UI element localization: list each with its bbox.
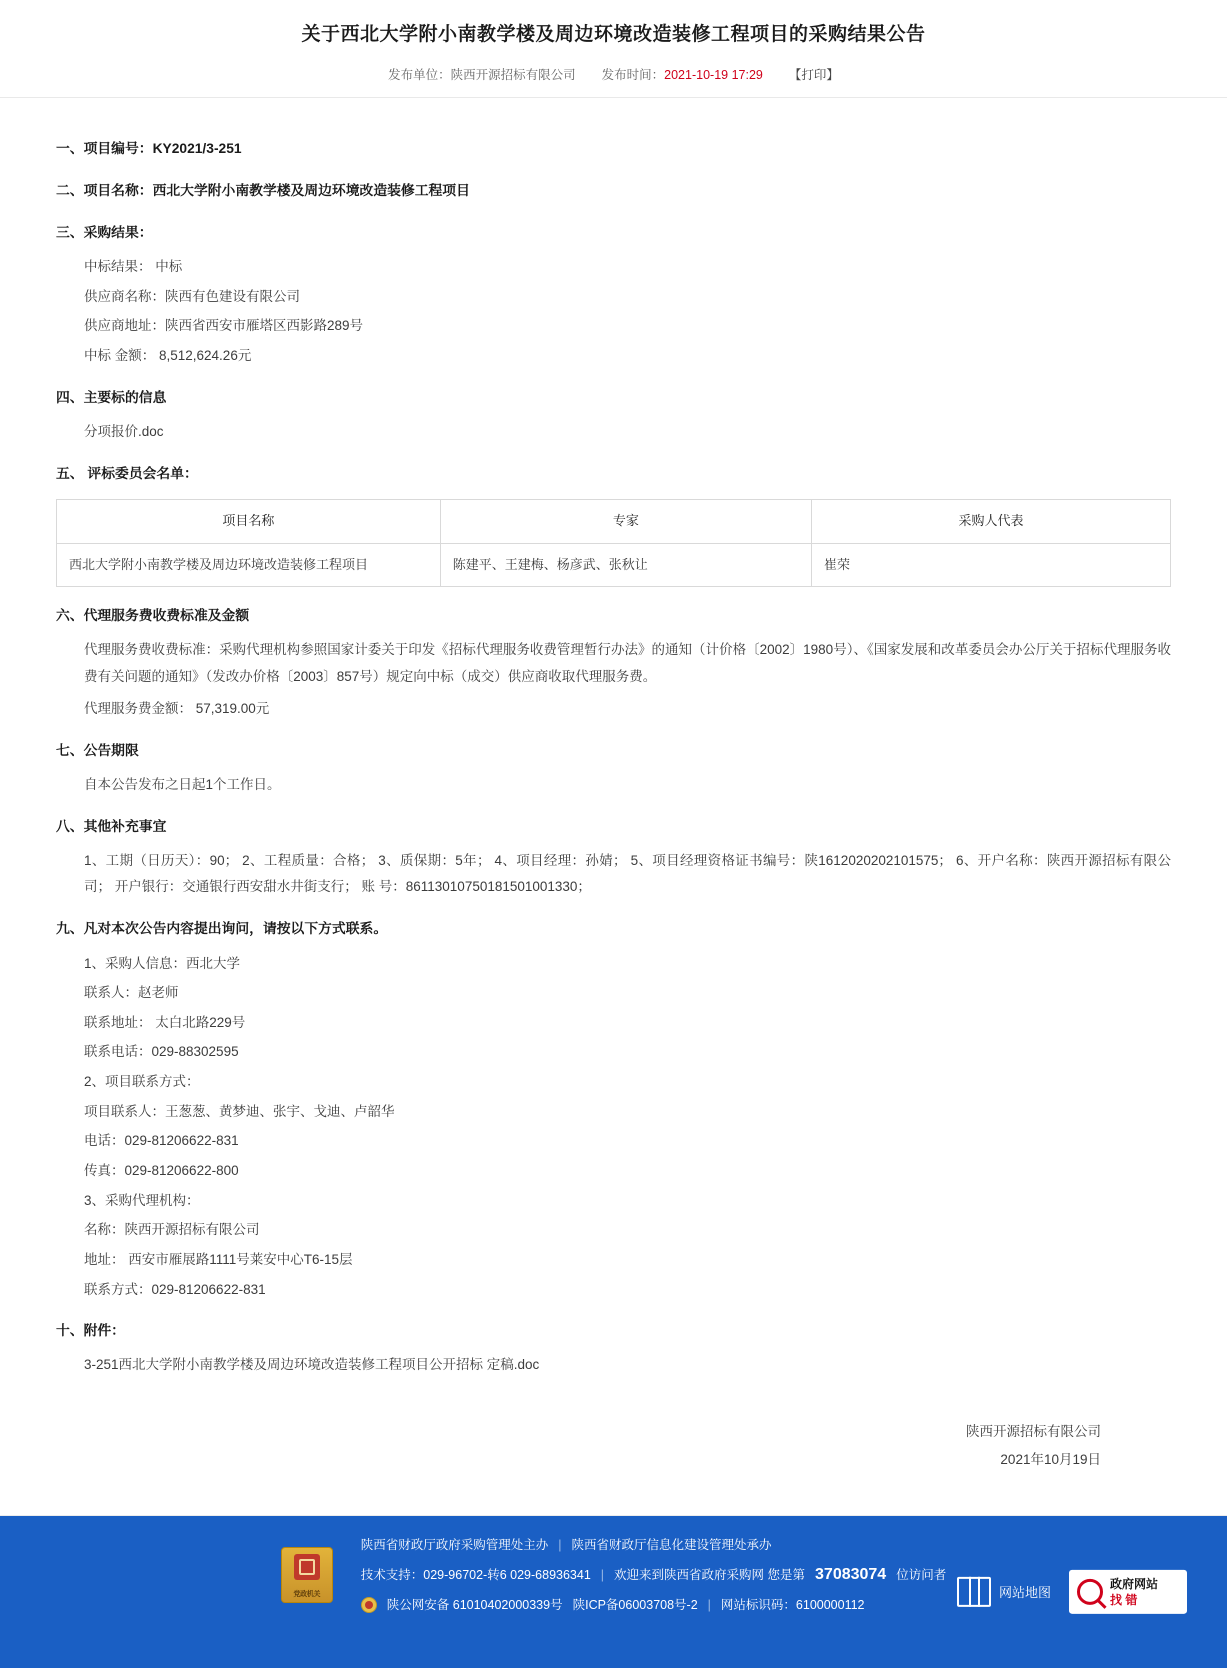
column-header-experts: 专家 — [440, 499, 811, 543]
police-badge-icon — [361, 1597, 377, 1613]
signature-company: 陕西开源招标有限公司 — [966, 1424, 1101, 1440]
contact-purchaser-phone: 联系电话：029-88302595 — [84, 1044, 239, 1060]
gov-badge-line2: 找 错 — [1110, 1592, 1138, 1607]
contact-purchaser-person: 联系人：赵老师 — [84, 985, 179, 1001]
section-result-title: 三、采购结果： — [56, 225, 153, 240]
sitemap-link[interactable] — [957, 1577, 1051, 1607]
footer-divider-2: | — [600, 1567, 605, 1582]
contact-project-fax: 传真：029-81206622-800 — [84, 1163, 239, 1179]
agency-fee-standard: 代理服务费收费标准：采购代理机构参照国家计委关于印发《招标代理服务收费管理暂行办法》的通知（计价格〔2002〕1980号）、《国家发展和改革委员会办公厅关于招标代理服务收费有关问题的通知》（发改办价格〔2003〕857号）规定向中标（成交）供应商收取代理服务费。 — [84, 642, 1171, 684]
result-bid-status: 中标结果： 中标 — [84, 259, 183, 275]
footer-divider-1: | — [558, 1537, 562, 1552]
table-row — [57, 543, 1171, 587]
footer-tech-support: 技术支持：029-96702-转6 029-68936341 — [360, 1567, 591, 1582]
footer-line-support — [361, 1558, 946, 1592]
sitemap-label: 网站地图 — [998, 1585, 1051, 1601]
footer-visitor-count: 37083074 — [815, 1566, 887, 1583]
contact-project-heading: 2、项目联系方式： — [84, 1074, 200, 1090]
publish-time-info — [602, 65, 763, 83]
cell-experts: 陈建平、王建梅、杨彦武、张秋让 — [440, 543, 811, 587]
section-project-number: 一、项目编号：KY2021/3-251 — [56, 140, 242, 156]
announcement-body — [0, 98, 1227, 1516]
agency-fee-amount: 代理服务费金额： 57,319.00元 — [84, 701, 270, 717]
footer-line-registration — [361, 1592, 946, 1618]
publish-time-value: 2021-10-19 17:29 — [664, 67, 763, 82]
section-main-subject-title: 四、主要标的信息 — [56, 389, 167, 405]
gov-badge-line1: 政府网站 — [1110, 1576, 1159, 1591]
result-supplier-name: 供应商名称：陕西有色建设有限公司 — [84, 288, 300, 304]
column-header-purchaser-rep: 采购人代表 — [812, 499, 1171, 543]
map-icon — [957, 1577, 991, 1607]
footer-visitor-suffix: 位访问者 — [896, 1567, 947, 1582]
column-header-project: 项目名称 — [57, 499, 441, 543]
contact-agency-phone: 联系方式：029-81206622-831 — [84, 1281, 266, 1297]
gov-website-error-report-badge[interactable] — [1069, 1570, 1187, 1614]
page-footer — [0, 1516, 1227, 1668]
section-supplementary-title: 八、其他补充事宜 — [56, 818, 167, 834]
section-notice-period-title: 七、公告期限 — [56, 742, 139, 758]
result-supplier-address: 供应商地址：陕西省西安市雁塔区西影路289号 — [84, 318, 364, 334]
section-contact-title: 九、凡对本次公告内容提出询问，请按以下方式联系。 — [56, 921, 388, 937]
main-subject-file[interactable]: 分项报价.doc — [84, 423, 164, 439]
supplementary-text: 1、工期（日历天）：90； 2、工程质量：合格； 3、质保期：5年； 4、项目经理：孙婧； 5、项目经理资格证书编号：陕1612020202101575； 6、开户名称：陕西开源招标有限公司； 开户银行：交通银行西安甜水井街支行； 账 号：86113010750181501001330； — [84, 852, 1171, 895]
publisher-info — [388, 65, 576, 83]
section-project-name: 二、项目名称：西北大学附小南教学楼及周边环境改造装修工程项目 — [56, 182, 470, 198]
contact-project-phone: 电话：029-81206622-831 — [84, 1133, 239, 1149]
result-bid-amount: 中标 金额： 8,512,624.26元 — [84, 348, 252, 364]
table-header-row — [57, 499, 1171, 543]
cell-project-name: 西北大学附小南教学楼及周边环境改造装修工程项目 — [57, 543, 441, 587]
footer-line-organizers — [361, 1532, 946, 1558]
publisher-label: 发布单位： — [388, 67, 451, 82]
footer-text-block — [361, 1532, 946, 1618]
publisher-name: 陕西开源招标有限公司 — [450, 67, 576, 82]
attachment-file-link[interactable]: 3-251西北大学附小南教学楼及周边环境改造装修工程项目公开招标 定稿.doc — [84, 1357, 540, 1373]
publish-meta — [40, 65, 1187, 83]
government-emblem-icon — [281, 1547, 333, 1603]
footer-divider-3: | — [707, 1597, 711, 1612]
signature-date: 2021年10月19日 — [1000, 1452, 1101, 1468]
page-title: 关于西北大学附小南教学楼及周边环境改造装修工程项目的采购结果公告 — [301, 24, 926, 45]
expert-committee-table — [56, 499, 1171, 587]
footer-undertaker-org: 陕西省财政厅信息化建设管理处承办 — [571, 1537, 772, 1552]
footer-host-org: 陕西省财政厅政府采购管理处主办 — [360, 1537, 549, 1552]
contact-purchaser-info: 1、采购人信息：西北大学 — [84, 955, 241, 971]
contact-agency-heading: 3、采购代理机构： — [84, 1192, 200, 1208]
footer-icp-record[interactable]: 陕ICP备06003708号-2 — [572, 1597, 698, 1612]
footer-site-code: 网站标识码：6100000112 — [720, 1597, 865, 1612]
notice-period-text: 自本公告发布之日起1个工作日。 — [84, 776, 281, 792]
magnifier-icon — [1077, 1579, 1103, 1605]
section-attachment-title: 十、附件： — [56, 1323, 125, 1339]
emblem-label: 党政机关 — [293, 1590, 321, 1598]
seal-shape-icon — [294, 1554, 320, 1580]
publish-time-label: 发布时间： — [601, 67, 665, 82]
contact-purchaser-address: 联系地址： 太白北路229号 — [84, 1014, 246, 1030]
cell-purchaser-rep: 崔荣 — [812, 543, 1171, 587]
signature-block — [56, 1418, 1171, 1475]
footer-police-record[interactable]: 陕公网安备 61010402000339号 — [386, 1597, 563, 1612]
contact-agency-address: 地址： 西安市雁展路1111号莱安中心T6-15层 — [84, 1251, 353, 1267]
footer-welcome-text: 欢迎来到陕西省政府采购网 您是第 — [614, 1567, 806, 1582]
gov-badge-text — [1110, 1576, 1158, 1608]
contact-agency-name: 名称：陕西开源招标有限公司 — [84, 1222, 260, 1238]
print-link[interactable]: 【打印】 — [788, 67, 839, 82]
footer-right-widgets — [957, 1570, 1187, 1614]
section-expert-list-title: 五、 评标委员会名单： — [56, 465, 198, 481]
section-agency-fee-title: 六、代理服务费收费标准及金额 — [56, 608, 250, 624]
page-header — [0, 0, 1227, 98]
contact-project-persons: 项目联系人：王葱葱、黄梦迪、张宇、戈迪、卢韶华 — [84, 1103, 395, 1119]
